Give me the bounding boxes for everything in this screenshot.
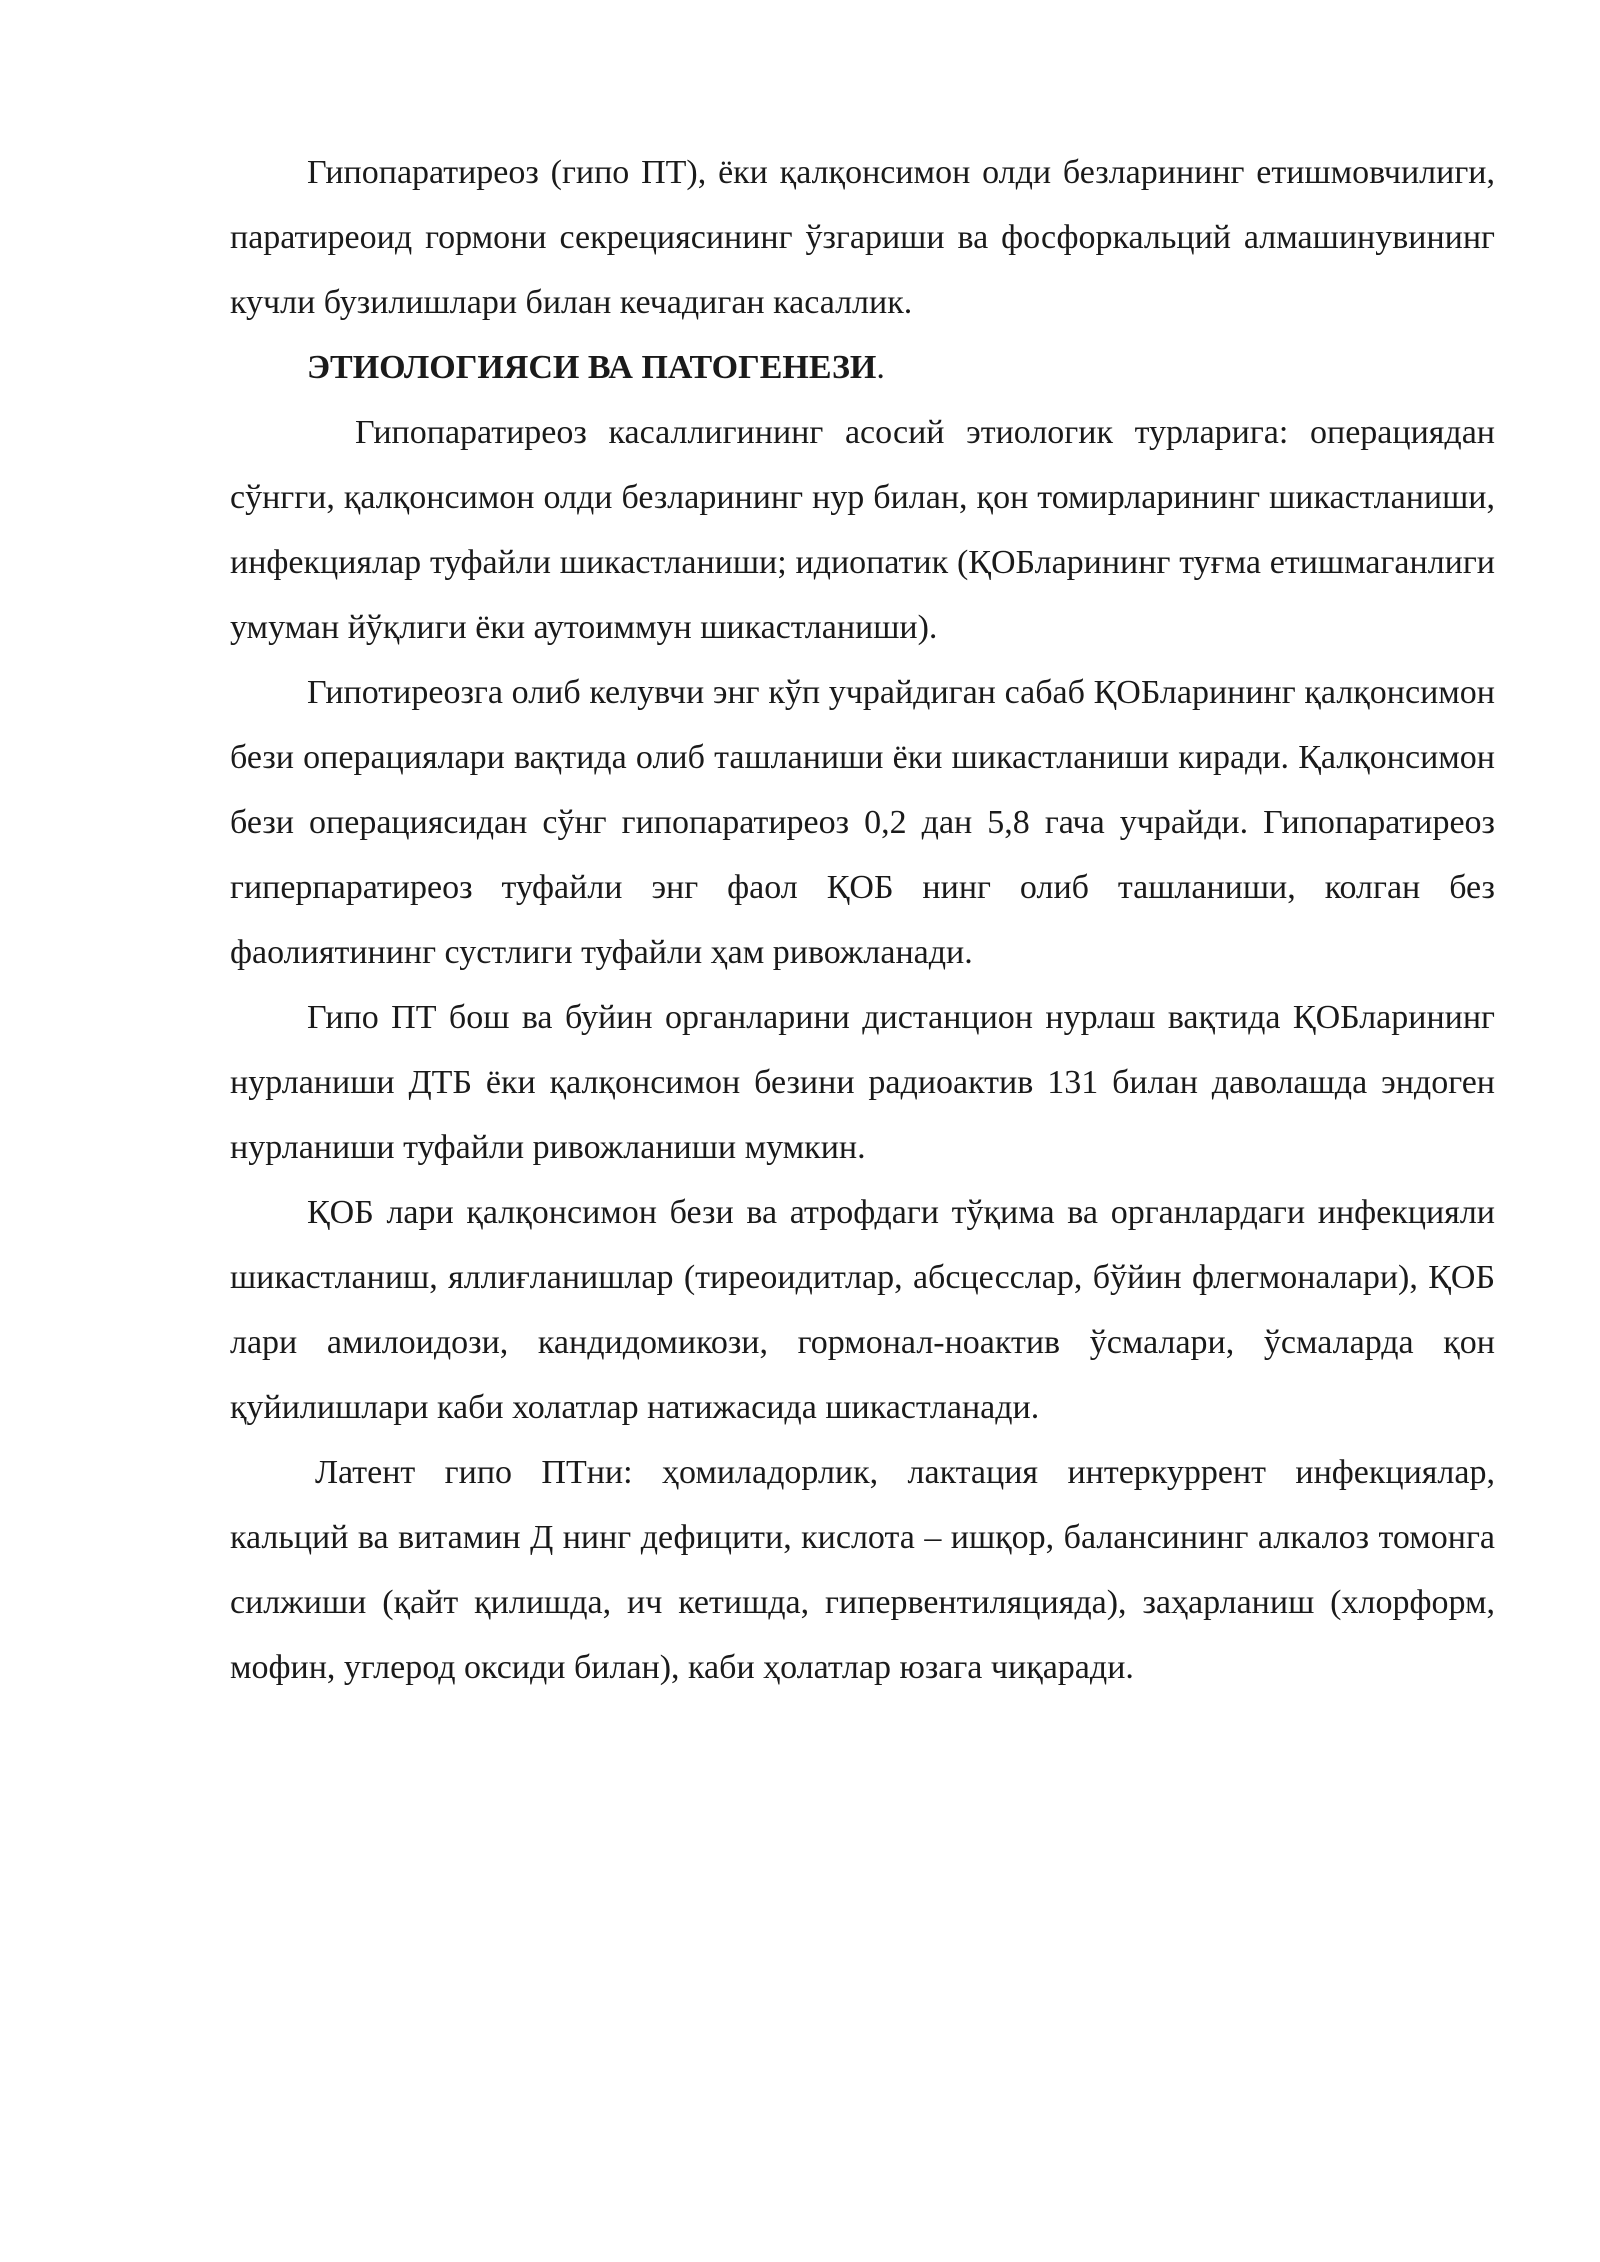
section-heading bbox=[230, 335, 1495, 400]
section-heading-text: ЭТИОЛОГИЯСИ ВА ПАТОГЕНЕЗИ bbox=[307, 349, 877, 386]
section-heading-dot: . bbox=[876, 349, 885, 386]
hypothyroid-cause-paragraph: Гипотиреозга олиб келувчи энг кўп учрайдиган сабаб ҚОБларининг қалқонсимон бези операциялари вақтида олиб ташланиши ёки шикастланиши киради. Қалқонсимон бези операциясидан сўнг гипопаратиреоз 0,2 дан 5,8 гача учрайди. Гипопаратиреоз гиперпаратиреоз туфайли энг фаол ҚОБ нинг олиб ташланиши, колган без фаолиятининг сустлиги туфайли ҳам ривожланади. bbox=[230, 674, 1495, 971]
latent-paragraph: Латент гипо ПТни: ҳомиладорлик, лактация интеркуррент инфекциялар, кальций ва витамин Д нинг дефицити, кислота – ишқор, балансининг алкалоз томонга силжиши (қайт қилишда, ич кетишда, гипервентиляцияда), заҳарланиш (хлорформ, мофин, углерод оксиди билан), каби ҳолатлар юзага чиқаради. bbox=[230, 1454, 1495, 1686]
intro-paragraph: Гипопаратиреоз (гипо ПТ), ёки қалқонсимон олди безларининг етишмовчилиги, паратиреоид гормони секрециясининг ўзгариши ва фосфоркальций алмашинувининг кучли бузилишлари билан кечадиган касаллик. bbox=[230, 154, 1495, 321]
document-page bbox=[230, 140, 1495, 1700]
infection-paragraph: ҚОБ лари қалқонсимон бези ва атрофдаги тўқима ва органлардаги инфекцияли шикастланиш, яллиғланишлар (тиреоидитлар, абсцесслар, бўйин флегмоналари), ҚОБ лари амилоидози, кандидомикози, гормонал-ноактив ўсмалари, ўсмаларда қон қуйилишлари каби холатлар натижасида шикастланади. bbox=[230, 1194, 1495, 1426]
radiation-paragraph: Гипо ПТ бош ва буйин органларини дистанцион нурлаш вақтида ҚОБларининг нурланиши ДТБ ёки қалқонсимон безини радиоактив 131 билан даволашда эндоген нурланиши туфайли ривожланиши мумкин. bbox=[230, 999, 1495, 1166]
etiology-paragraph: Гипопаратиреоз касаллигининг асосий этиологик турларига: операциядан сўнгги, қалқонсимон олди безларининг нур билан, қон томирларининг шикастланиши, инфекциялар туфайли шикастланиши; идиопатик (ҚОБларининг туғма етишмаганлиги умуман йўқлиги ёки аутоиммун шикастланиши). bbox=[230, 414, 1495, 646]
